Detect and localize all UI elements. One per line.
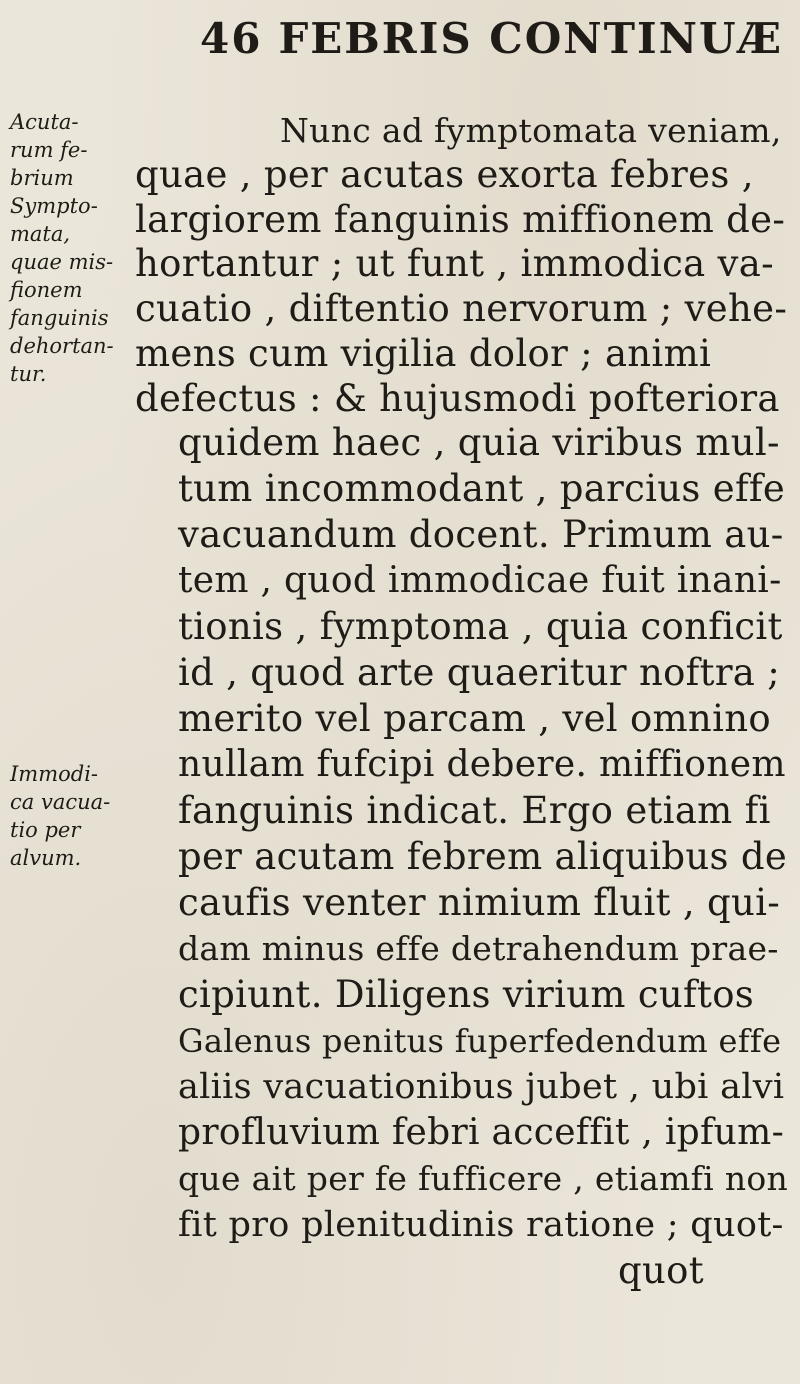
body-line: dam minus effe detrahendum prae- <box>178 929 779 968</box>
body-line: Nunc ad fymptomata veniam, <box>280 111 782 150</box>
body-line: profluvium febri acceffit , ipfum- <box>178 1112 785 1153</box>
body-line: id , quod arte quaeritur noftra ; <box>178 651 780 694</box>
margin-note-line: fionem <box>10 278 83 302</box>
body-line: per acutam febrem aliquibus de <box>178 835 788 878</box>
body-line: vacuandum docent. Primum au- <box>178 513 784 556</box>
body-line: que ait per fe fufficere , etiamfi non <box>178 1159 789 1198</box>
body-line: defectus : & hujusmodi pofteriora <box>135 377 780 420</box>
body-line: fit pro plenitudinis ratione ; quot- <box>178 1205 784 1245</box>
margin-note-line: fanguinis <box>10 306 109 330</box>
body-line: fanguinis indicat. Ergo etiam fi <box>178 789 771 832</box>
margin-note-line: quae mis- <box>10 250 114 274</box>
body-line: tum incommodant , parcius effe <box>178 467 786 510</box>
body-line: aliis vacuationibus jubet , ubi alvi <box>178 1067 785 1107</box>
margin-note-immodica <box>10 760 125 872</box>
body-line: quae , per acutas exorta febres , <box>135 153 754 196</box>
margin-note-line: tur. <box>10 362 47 386</box>
margin-note-line: Acuta- <box>10 110 79 134</box>
body-line: tionis , fymptoma , quia conficit <box>178 605 783 648</box>
margin-note-line: ca vacua- <box>10 790 111 814</box>
margin-note-line: rum fe- <box>10 138 88 162</box>
body-line: cuatio , diftentio nervorum ; vehe- <box>135 287 788 330</box>
margin-note-line: Immodi- <box>10 762 99 786</box>
margin-note-line: dehortan- <box>10 334 114 358</box>
margin-note-acutarum <box>10 108 125 388</box>
body-line: hortantur ; ut funt , immodica va- <box>135 242 774 285</box>
body-line: cipiunt. Diligens virium cuftos <box>178 973 755 1016</box>
body-line: quidem haec , quia viribus mul- <box>178 421 780 464</box>
body-line: caufis venter nimium fluit , qui- <box>178 881 781 924</box>
margin-note-line: brium <box>10 166 74 190</box>
margin-note-line: alvum. <box>10 846 82 870</box>
catchword: quot <box>618 1249 704 1292</box>
margin-note-line: tio per <box>10 818 81 842</box>
running-title: FEBRIS CONTINUÆ <box>278 14 784 63</box>
body-line: Galenus penitus fuperfedendum effe <box>178 1022 782 1060</box>
page-number: 46 <box>200 14 263 63</box>
body-line: nullam fufcipi debere. miffionem <box>178 744 786 785</box>
body-line: mens cum vigilia dolor ; animi <box>135 332 712 375</box>
page-header <box>200 14 783 63</box>
body-line: largiorem fanguinis miffionem de- <box>135 198 786 241</box>
body-line: merito vel parcam , vel omnino <box>178 697 771 740</box>
margin-note-line: mata, <box>10 222 71 246</box>
body-line: tem , quod immodicae fuit inani- <box>178 560 782 601</box>
margin-note-line: Sympto- <box>10 194 98 218</box>
